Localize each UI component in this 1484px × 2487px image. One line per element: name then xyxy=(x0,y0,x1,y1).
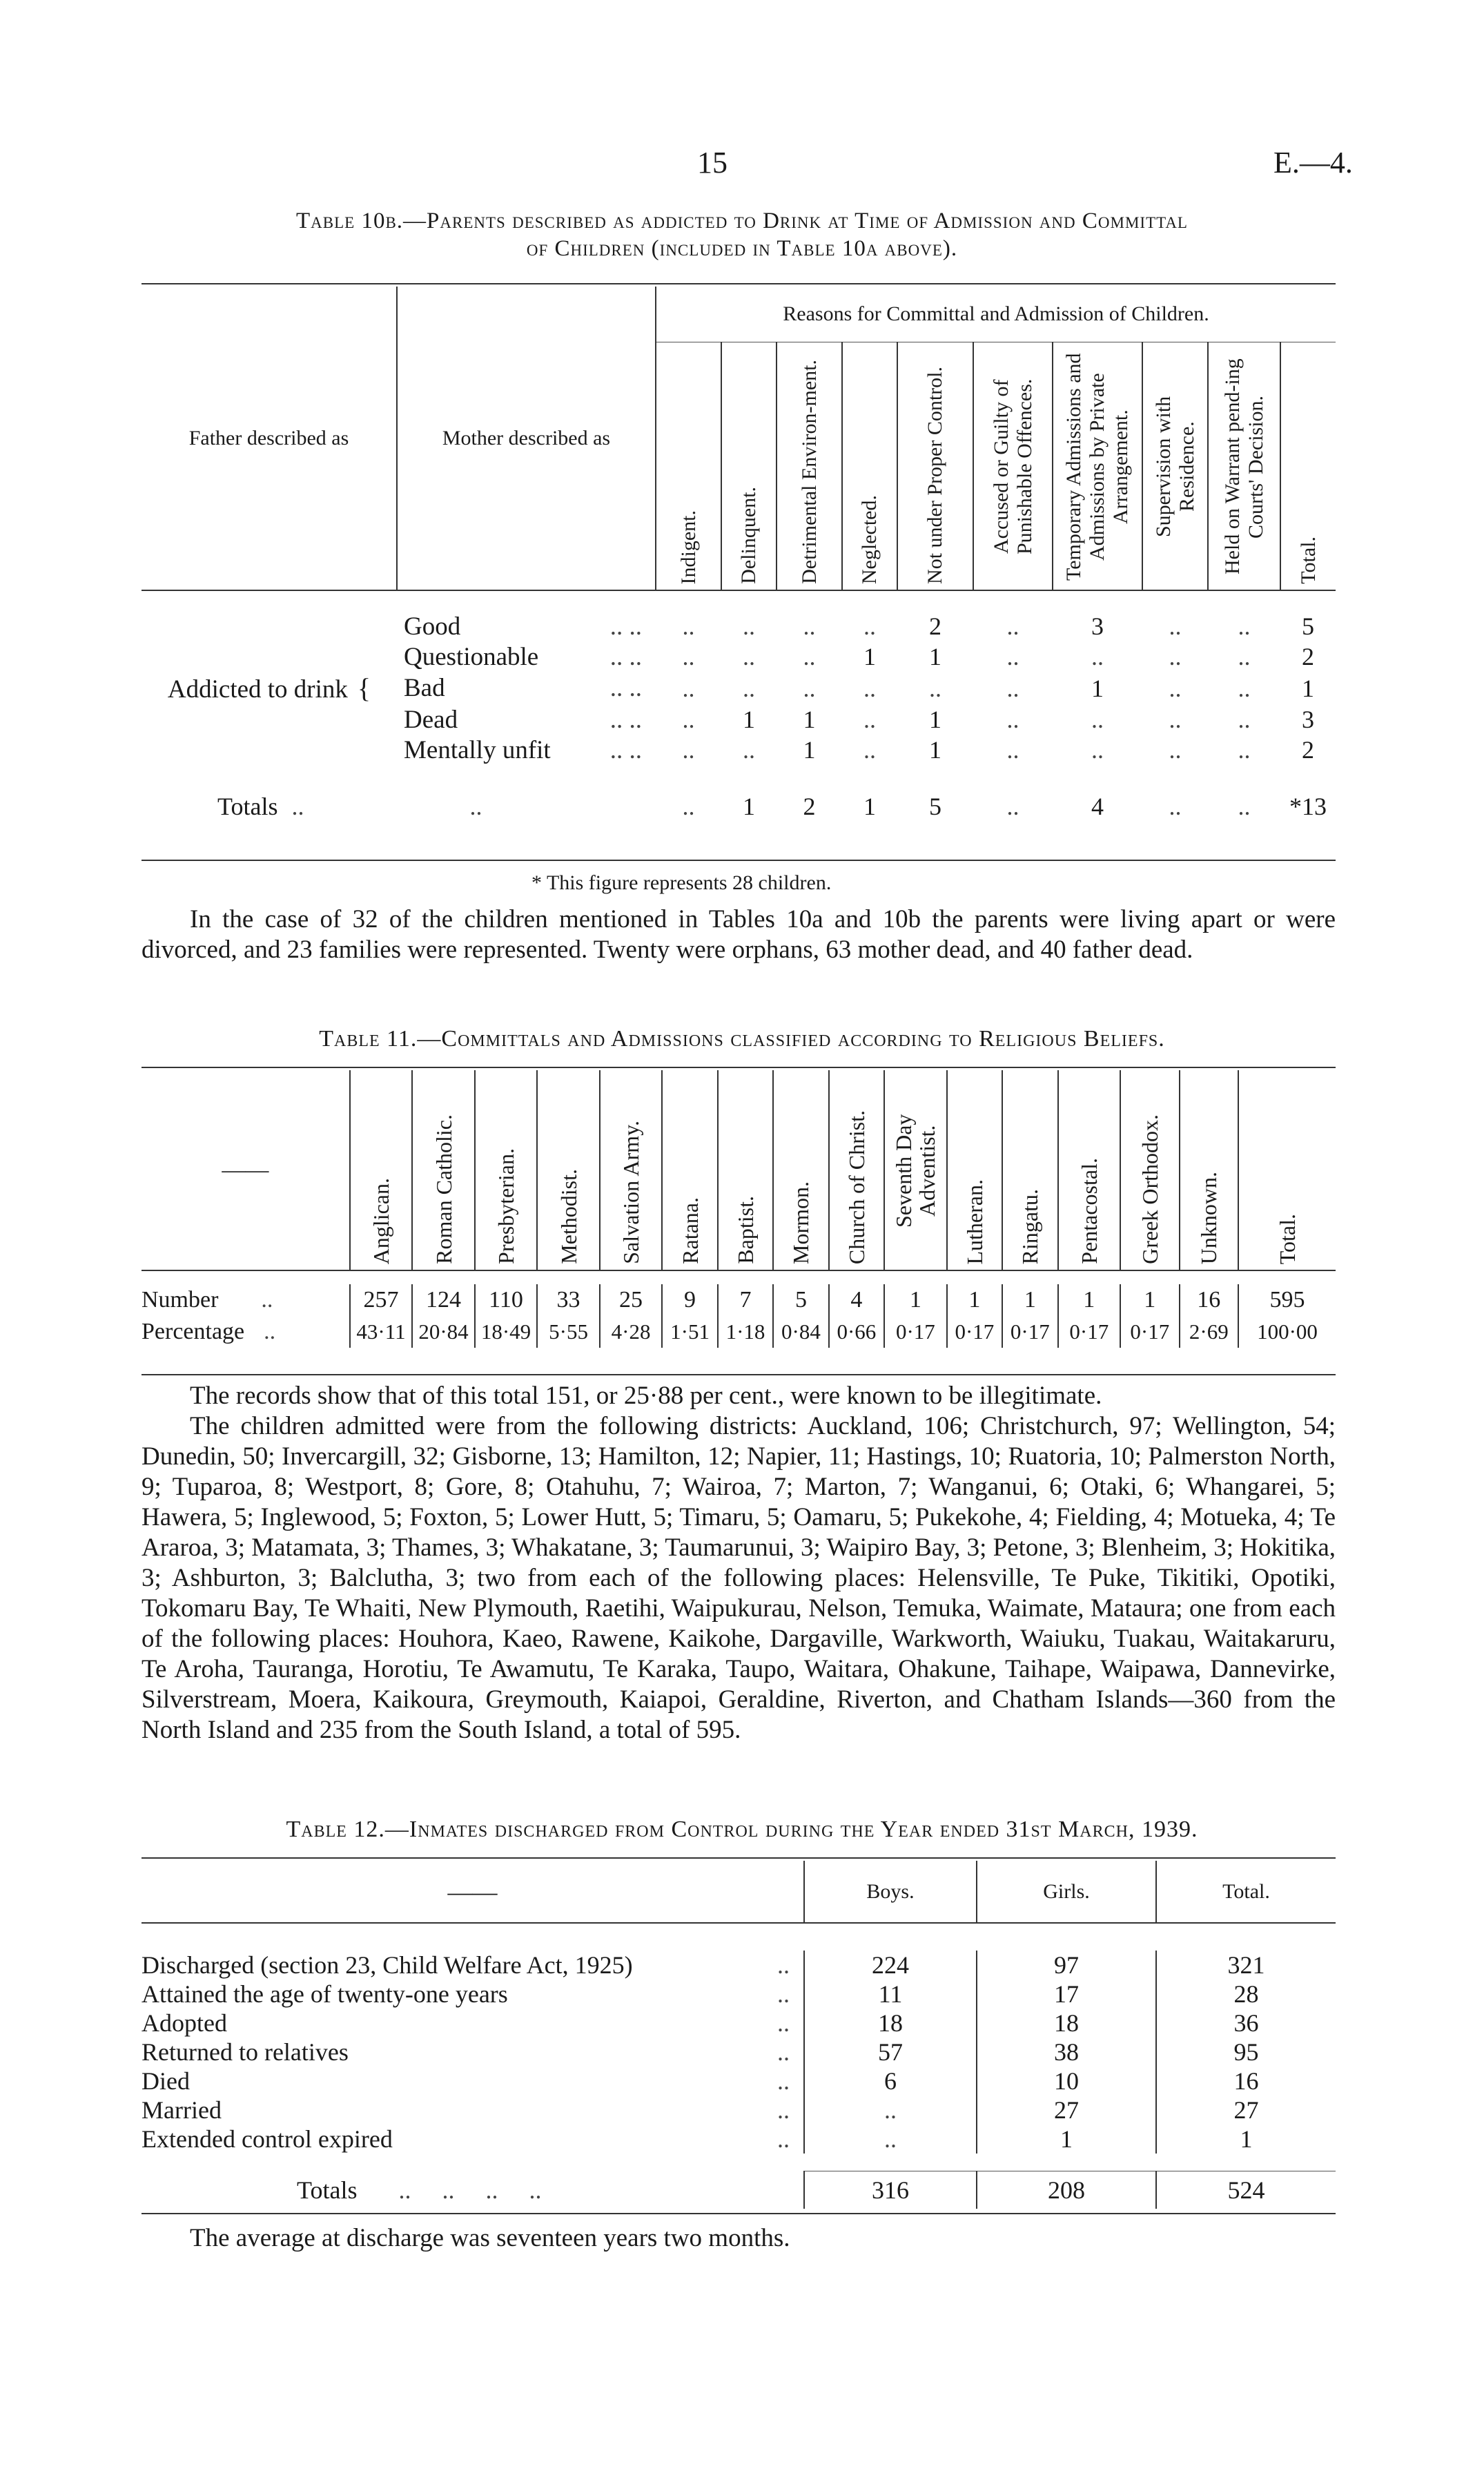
religion-col-header-text: Salvation Army. xyxy=(618,1121,644,1264)
reason-col-header-text: Temporary Admissions and Admissions by Private Arrangement. xyxy=(1062,353,1132,581)
value-cell: 1 xyxy=(1091,674,1104,702)
mother-label: Bad xyxy=(404,674,445,702)
discharge-total-cell: 208 xyxy=(977,2171,1156,2209)
religion-col-header-text: Baptist. xyxy=(732,1196,758,1264)
percentage-cell: 0·17 xyxy=(1002,1316,1057,1348)
discharge-value-cell: 1 xyxy=(1156,2125,1336,2154)
col-father-header: Father described as xyxy=(188,426,349,449)
value-cell: .. xyxy=(863,706,876,733)
page-number: 15 xyxy=(697,146,728,180)
table-11-bottom-rule xyxy=(141,1374,1336,1375)
reason-col-header-text: Total. xyxy=(1296,536,1320,584)
reason-col-header-text: Not under Proper Control. xyxy=(924,367,946,584)
value-cell: 1 xyxy=(743,706,755,733)
value-cell: 1 xyxy=(929,706,941,733)
value-cell: .. xyxy=(1091,706,1104,733)
value-cell: .. xyxy=(1091,736,1104,764)
reason-col-header xyxy=(777,342,842,590)
total-cell: .. xyxy=(682,793,695,820)
discharge-value-cell: 321 xyxy=(1156,1951,1336,1980)
table-row xyxy=(141,2125,1336,2154)
mother-label: Questionable xyxy=(404,642,539,671)
reason-col-header-text: Detrimental Environ-ment. xyxy=(797,360,821,584)
discharge-total-cell: 524 xyxy=(1156,2171,1336,2209)
discharge-value-cell: .. xyxy=(804,2096,977,2125)
reason-col-header xyxy=(721,342,777,590)
mother-cell: Questionable .. .. xyxy=(404,642,642,671)
discharge-value-cell: 57 xyxy=(804,2038,977,2067)
discharge-label: Returned to relatives xyxy=(141,2038,349,2066)
reason-col-header-text: Held on Warrant pend-ing Courts' Decision. xyxy=(1220,358,1267,575)
total-cell: .. xyxy=(1238,793,1251,820)
table-11-corner: —— xyxy=(222,1157,269,1183)
brace-icon: { xyxy=(357,672,371,704)
number-cell: 5 xyxy=(773,1284,828,1316)
religion-col-header-text: Pentacostal. xyxy=(1076,1158,1102,1264)
mother-cell: Mentally unfit .. .. xyxy=(404,735,642,764)
discharge-col-header: Girls. xyxy=(977,1861,1156,1923)
discharge-label-cell: Died .. xyxy=(141,2067,790,2095)
value-cell: 1 xyxy=(803,706,816,733)
religion-col-header-text: Ratana. xyxy=(677,1197,703,1264)
value-cell: 1 xyxy=(863,643,876,670)
value-cell: .. xyxy=(1091,643,1104,670)
value-cell: .. xyxy=(803,674,816,702)
value-cell: .. xyxy=(743,674,755,702)
father-cell xyxy=(141,672,397,704)
religion-col-header xyxy=(884,1070,947,1270)
value-cell: .. xyxy=(743,736,755,764)
value-cell: 1 xyxy=(803,736,816,764)
number-cell: 257 xyxy=(350,1284,413,1316)
value-cell: .. xyxy=(743,612,755,640)
table-10b-top-rule xyxy=(141,283,1336,284)
percentage-cell: 4·28 xyxy=(600,1316,663,1348)
percentage-cell: 0·17 xyxy=(1120,1316,1179,1348)
percentage-cell: 43·11 xyxy=(350,1316,413,1348)
table-row xyxy=(141,735,1336,765)
religion-col-header-text: Presbyterian. xyxy=(494,1148,519,1264)
percentage-cell: 0·17 xyxy=(884,1316,947,1348)
paragraph-parents-text: In the case of 32 of the children mentioned in Tables 10a and 10b the parents were living apart or were divorced, and 23 families were represented. Twenty were orphans, 63 mother dead, and 40 father dead. xyxy=(141,905,1336,964)
table-10b-title-line-1: Table 10b.—Parents described as addicted to Drink at Time of Admission and Committal xyxy=(296,209,1188,233)
discharge-value-cell: .. xyxy=(804,2125,977,2154)
reason-col-header xyxy=(1053,342,1142,590)
number-cell: 1 xyxy=(947,1284,1002,1316)
religion-col-header-text: Unknown. xyxy=(1196,1171,1222,1264)
table-row xyxy=(141,672,1336,704)
table-10b-title-line-2: of Children (included in Table 10a above). xyxy=(526,236,958,261)
value-cell: .. xyxy=(1169,612,1182,640)
value-cell: 3 xyxy=(1302,706,1314,733)
religion-col-header xyxy=(662,1070,717,1270)
religion-col-header xyxy=(1180,1070,1238,1270)
discharge-total-cell: 316 xyxy=(804,2171,977,2209)
value-cell: 1 xyxy=(929,736,941,764)
paragraph-illegitimate-text: The records show that of this total 151, or 25·88 per cent., were known to be illegitimate. xyxy=(190,1382,1102,1410)
religion-col-header xyxy=(773,1070,828,1270)
value-cell: .. xyxy=(863,612,876,640)
religion-col-header xyxy=(600,1070,663,1270)
religion-col-header-text: Greek Orthodox. xyxy=(1137,1114,1162,1264)
discharge-value-cell: 36 xyxy=(1156,2009,1336,2038)
discharge-label: Adopted xyxy=(141,2009,227,2037)
discharge-label: Discharged (section 23, Child Welfare Act, 1925) xyxy=(141,1951,633,1979)
value-cell: .. xyxy=(1238,674,1251,702)
discharge-label-cell: Attained the age of twenty-one years .. xyxy=(141,1980,790,2008)
paragraph-average xyxy=(141,2223,1336,2254)
reason-col-header-text: Supervision with Residence. xyxy=(1151,396,1198,538)
religion-col-header-text: Anglican. xyxy=(368,1177,393,1264)
father-cell xyxy=(141,611,397,641)
value-cell: .. xyxy=(1169,643,1182,670)
table-row xyxy=(141,2067,1336,2096)
paragraph-parents xyxy=(141,904,1336,965)
discharge-value-cell: 10 xyxy=(977,2067,1156,2096)
number-cell: 1 xyxy=(1002,1284,1057,1316)
religion-col-header xyxy=(1058,1070,1121,1270)
reason-col-header xyxy=(1142,342,1208,590)
discharge-value-cell: 224 xyxy=(804,1951,977,1980)
number-cell: 9 xyxy=(662,1284,717,1316)
number-cell: 4 xyxy=(829,1284,884,1316)
father-cell xyxy=(141,641,397,672)
paragraph-illegitimate xyxy=(141,1381,1336,1411)
value-cell: 5 xyxy=(1302,612,1314,640)
total-cell: .. xyxy=(1169,793,1182,820)
number-cell: 25 xyxy=(600,1284,663,1316)
table-row xyxy=(141,1951,1336,1980)
mother-cell: Good .. .. xyxy=(404,612,642,641)
percentage-cell: 100·00 xyxy=(1238,1316,1336,1348)
table-12-totals-label: Totals xyxy=(297,2176,358,2204)
table-row xyxy=(141,2096,1336,2125)
value-cell: .. xyxy=(682,706,695,733)
religion-col-header xyxy=(947,1070,1002,1270)
paragraph-average-text: The average at discharge was seventeen years two months. xyxy=(190,2224,790,2252)
number-cell: 595 xyxy=(1238,1284,1336,1316)
total-cell: 4 xyxy=(1091,793,1104,820)
total-cell: 2 xyxy=(803,793,816,820)
table-row xyxy=(141,704,1336,735)
total-cell: *13 xyxy=(1289,793,1327,820)
discharge-label: Extended control expired xyxy=(141,2125,393,2153)
value-cell: .. xyxy=(1006,674,1019,702)
discharge-value-cell: 17 xyxy=(977,1980,1156,2009)
total-cell: 5 xyxy=(929,793,941,820)
table-row xyxy=(141,611,1336,641)
religion-col-header-text: Lutheran. xyxy=(961,1179,987,1264)
total-cell: 1 xyxy=(863,793,876,820)
discharge-value-cell: 95 xyxy=(1156,2038,1336,2067)
percentage-cell: 1·18 xyxy=(718,1316,773,1348)
value-cell: 1 xyxy=(1302,674,1314,702)
discharge-value-cell: 27 xyxy=(1156,2096,1336,2125)
table-12-corner: —— xyxy=(447,1877,498,1906)
religion-col-header-text: Ringatu. xyxy=(1017,1188,1043,1264)
table-row xyxy=(141,2038,1336,2067)
discharge-label-cell: Extended control expired .. xyxy=(141,2125,790,2153)
number-cell: 7 xyxy=(718,1284,773,1316)
table-12-bottom-rule xyxy=(141,2213,1336,2214)
religion-col-header-text: Church of Christ. xyxy=(843,1110,869,1264)
row-percentage-label: Percentage xyxy=(141,1319,245,1344)
table-12-top-rule xyxy=(141,1857,1336,1859)
number-cell: 16 xyxy=(1180,1284,1238,1316)
reason-col-header xyxy=(842,342,897,590)
table-10b-bottom-rule xyxy=(141,860,1336,861)
discharge-value-cell: 97 xyxy=(977,1951,1156,1980)
row-number-label: Number xyxy=(141,1287,219,1313)
table-row xyxy=(141,641,1336,672)
value-cell: .. xyxy=(682,612,695,640)
value-cell: 2 xyxy=(1302,643,1314,670)
discharge-label-cell: Returned to relatives .. xyxy=(141,2038,790,2066)
table-10b: Father described as Mother described as Reasons for Committal and Admission of Children. Indigent. Delinquent. Detrimental Environ-ment. Neglected. Not under Proper Control. Accused or Guilty of Punishable Offences. Temporary Admissions and Admissions by Private Arrangement. Supervision with Residence. Held on Warrant pend-ing Courts' Decision. Total. Good .. .. .. .. .. .. 2 .. 3 .. .. 5 Questionable .. .. .. .. .. 1 1 .. .. .. .. 2 Addicted to drink { Bad .. .. .. .. .. .. .. .. 1 .. .. 1 Dead .. .. .. 1 1 .. 1 .. .. .. .. 3 Mentally unfit .. .. .. .. 1 .. 1 .. .. .. .. 2 Totals .. .. .. 1 2 1 5 .. 4 .. .. *13 xyxy=(141,287,1336,827)
religion-col-header-text: Roman Catholic. xyxy=(431,1114,456,1264)
value-cell: .. xyxy=(863,674,876,702)
discharge-label-cell: Discharged (section 23, Child Welfare Act, 1925) .. xyxy=(141,1951,790,1979)
percentage-cell: 1·51 xyxy=(662,1316,717,1348)
value-cell: 1 xyxy=(929,643,941,670)
discharge-value-cell: 18 xyxy=(977,2009,1156,2038)
religion-col-header-text: Seventh Day Adventist. xyxy=(891,1114,940,1228)
mother-label: Good xyxy=(404,612,461,641)
value-cell: 2 xyxy=(1302,736,1314,764)
percentage-cell: 20·84 xyxy=(412,1316,475,1348)
discharge-value-cell: 18 xyxy=(804,2009,977,2038)
table-11-top-rule xyxy=(141,1067,1336,1068)
reason-col-header xyxy=(1208,342,1280,590)
value-cell: .. xyxy=(1169,736,1182,764)
table-10b-totals-label: Totals xyxy=(217,793,278,820)
table-10b-footnote: * This figure represents 28 children. xyxy=(531,871,832,894)
value-cell: .. xyxy=(743,643,755,670)
table-row xyxy=(141,2009,1336,2038)
discharge-label: Married xyxy=(141,2096,222,2124)
reason-col-header xyxy=(973,342,1053,590)
religion-col-header xyxy=(829,1070,884,1270)
reason-col-header xyxy=(1280,342,1336,590)
religion-col-header xyxy=(718,1070,773,1270)
father-cell xyxy=(141,704,397,735)
mother-cell: Dead .. .. xyxy=(404,705,642,734)
discharge-value-cell: 27 xyxy=(977,2096,1156,2125)
value-cell: .. xyxy=(863,736,876,764)
religion-col-header xyxy=(1002,1070,1057,1270)
mother-label: Mentally unfit xyxy=(404,735,551,764)
reason-col-header xyxy=(656,342,721,590)
paragraph-districts xyxy=(141,1411,1336,1745)
religion-col-header-text: Methodist. xyxy=(556,1169,581,1264)
value-cell: 2 xyxy=(929,612,941,640)
value-cell: .. xyxy=(1238,706,1251,733)
reason-col-header xyxy=(897,342,973,590)
table-12: —— Boys. Girls. Total. Discharged (section 23, Child Welfare Act, 1925) .. 224 97 321 Attained the age of twenty-one years .. 11 17 28 Adopted .. 18 18 36 Returned to relatives .. 57 38 95 Died .. 6 10 16 Married .. .. 27 27 Extended control expired .. .. 1 1 Totals .. .. .. .. 316 208 524 xyxy=(141,1861,1336,2209)
percentage-cell: 0·17 xyxy=(947,1316,1002,1348)
father-label: Addicted to drink xyxy=(167,675,348,704)
discharge-value-cell: 38 xyxy=(977,2038,1156,2067)
religion-col-header xyxy=(350,1070,413,1270)
value-cell: .. xyxy=(682,643,695,670)
religion-col-header xyxy=(475,1070,538,1270)
value-cell: .. xyxy=(1006,736,1019,764)
mother-cell: Bad .. .. xyxy=(404,674,642,702)
mother-label: Dead xyxy=(404,705,458,734)
value-cell: .. xyxy=(1238,612,1251,640)
religion-col-header-text: Mormon. xyxy=(788,1181,814,1264)
reason-col-header-text: Accused or Guilty of Punishable Offences. xyxy=(989,378,1036,555)
total-cell: 1 xyxy=(743,793,755,820)
table-12-title: Table 12.—Inmates discharged from Control during the Year ended 31st March, 1939. xyxy=(286,1817,1198,1842)
number-cell: 1 xyxy=(884,1284,947,1316)
percentage-cell: 5·55 xyxy=(537,1316,600,1348)
reasons-heading: Reasons for Committal and Admission of Children. xyxy=(656,287,1336,342)
value-cell: .. xyxy=(1006,643,1019,670)
percentage-cell: 0·66 xyxy=(829,1316,884,1348)
value-cell: .. xyxy=(1006,612,1019,640)
value-cell: .. xyxy=(803,612,816,640)
number-cell: 1 xyxy=(1058,1284,1121,1316)
table-11: —— Anglican. Roman Catholic. Presbyterian. Methodist. Salvation Army. Ratana. Baptist. Mormon. Church of Christ. Seventh Day Adventist. Lutheran. Ringatu. Pentacostal. Greek Orthodox. Unknown. Total. Number .. 257 124 110 33 25 9 7 5 4 1 1 1 1 1 16 595 Percentage .. 43·11 20·84 18·49 5·55 4·28 1·51 1·18 0·84 0·66 0·17 0·17 0·17 0·17 0·17 2·69 100·00 xyxy=(141,1070,1336,1382)
discharge-value-cell: 28 xyxy=(1156,1980,1336,2009)
discharge-col-header: Boys. xyxy=(804,1861,977,1923)
table-row xyxy=(141,1980,1336,2009)
value-cell: .. xyxy=(929,674,941,702)
reason-col-header-text: Neglected. xyxy=(858,494,881,584)
col-mother-header: Mother described as xyxy=(397,287,656,590)
total-cell: .. xyxy=(1006,793,1019,820)
religion-col-header xyxy=(412,1070,475,1270)
value-cell: .. xyxy=(682,674,695,702)
value-cell: .. xyxy=(803,643,816,670)
discharge-value-cell: 1 xyxy=(977,2125,1156,2154)
religion-col-header xyxy=(1238,1070,1336,1270)
religion-col-header xyxy=(537,1070,600,1270)
number-cell: 124 xyxy=(412,1284,475,1316)
number-cell: 110 xyxy=(475,1284,538,1316)
discharge-label: Died xyxy=(141,2067,190,2095)
value-cell: .. xyxy=(1169,706,1182,733)
number-cell: 33 xyxy=(537,1284,600,1316)
number-cell: 1 xyxy=(1120,1284,1179,1316)
reason-col-header-text: Delinquent. xyxy=(737,487,760,584)
value-cell: .. xyxy=(1169,674,1182,702)
discharge-value-cell: 6 xyxy=(804,2067,977,2096)
religion-col-header xyxy=(1120,1070,1179,1270)
value-cell: .. xyxy=(1238,736,1251,764)
discharge-label-cell: Married .. xyxy=(141,2096,790,2124)
religion-col-header-text: Total. xyxy=(1275,1213,1300,1264)
discharge-value-cell: 11 xyxy=(804,1980,977,2009)
percentage-cell: 0·84 xyxy=(773,1316,828,1348)
percentage-cell: 0·17 xyxy=(1058,1316,1121,1348)
discharge-col-header: Total. xyxy=(1156,1861,1336,1923)
discharge-label-cell: Adopted .. xyxy=(141,2009,790,2037)
value-cell: .. xyxy=(682,736,695,764)
table-11-title: Table 11.—Committals and Admissions classified according to Religious Beliefs. xyxy=(319,1026,1165,1052)
reason-col-header-text: Indigent. xyxy=(676,510,700,584)
value-cell: .. xyxy=(1006,706,1019,733)
value-cell: 3 xyxy=(1091,612,1104,640)
discharge-value-cell: 16 xyxy=(1156,2067,1336,2096)
percentage-cell: 18·49 xyxy=(475,1316,538,1348)
document-reference: E.—4. xyxy=(1273,146,1353,180)
value-cell: .. xyxy=(1238,643,1251,670)
paragraph-districts-text: The children admitted were from the following districts: Auckland, 106; Christchurch, 97; Wellington, 54; Dunedin, 50; Invercargill, 32; Gisborne, 13; Hamilton, 12; Napier, 11; Hastings, 10; Ruatoria, 10; Palmerston North, 9; Tuparoa, 8; Westport, 8; Gore, 8; Otahuhu, 7; Wairoa, 7; Marton, 7; Wanganui, 6; Otaki, 6; Whangarei, 5; Hawera, 5; Inglewood, 5; Foxton, 5; Lower Hutt, 5; Timaru, 5; Oamaru, 5; Pukekohe, 4; Fielding, 4; Motueka, 4; Te Araroa, 3; Matamata, 3; Thames, 3; Whakatane, 3; Taumarunui, 3; Waipiro Bay, 3; Petone, 3; Blenheim, 3; Hokitika, 3; Ashburton, 3; Balclutha, 3; two from each of the following places: Helensville, Te Puke, Tikitiki, Opotiki, Tokomaru Bay, Te Whaiti, New Plymouth, Raetihi, Waipukurau, Nelson, Temuka, Waimate, Mataura; one from each of the following places: Houhora, Kaeo, Rawene, Kaikohe, Dargaville, Warkworth, Waiuku, Tuakau, Waitakaruru, Te Aroha, Tauranga, Horotiu, Te Awamutu, Te Karaka, Taupo, Waitara, Ohakune, Taihape, Waipawa, Dannevirke, Silverstream, Moera, Kaikoura, Greymouth, Kaiapoi, Geraldine, Riverton, and Chatham Islands—360 from the North Island and 235 from the South Island, a total of 595. xyxy=(141,1412,1336,1744)
percentage-cell: 2·69 xyxy=(1180,1316,1238,1348)
father-cell xyxy=(141,735,397,765)
discharge-label: Attained the age of twenty-one years xyxy=(141,1980,508,2008)
